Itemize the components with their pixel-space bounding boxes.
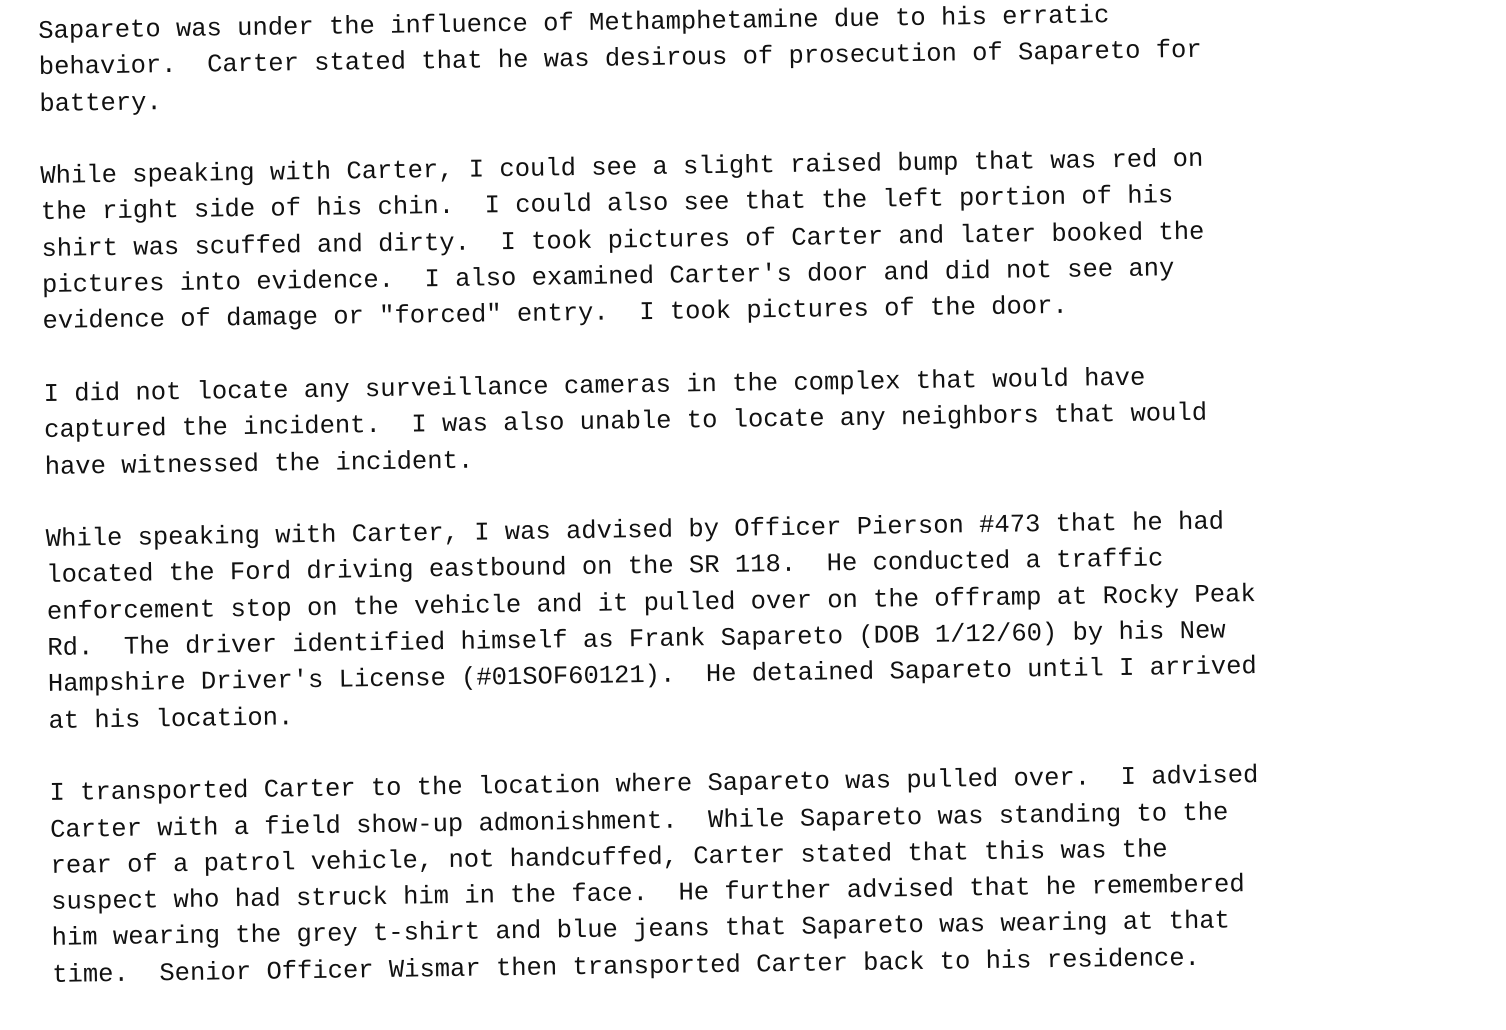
text-line: him wearing the grey t-shirt and blue jeans that Sapareto was wearing at that (51, 906, 1231, 954)
text-line: enforcement stop on the vehicle and it pulled over on the offramp at Rocky Peak (46, 579, 1256, 627)
text-line: suspect who had struck him in the face. He further advised that he remembered (50, 870, 1245, 918)
text-line: While speaking with Carter, I could see a slight raised bump that was red on (40, 144, 1204, 192)
text-line: Sapareto was under the influence of Methamphetamine due to his erratic (38, 1, 1110, 46)
text-line: Rd. The driver identified himself as Frank Sapareto (DOB 1/12/60) by his New (47, 616, 1226, 663)
text-line: I did not locate any surveillance cameras in the complex that would have (43, 363, 1146, 409)
paragraph-suspect-behavior (38, 0, 1489, 123)
text-line: behavior. Carter stated that he was desirous of prosecution of Sapareto for (38, 36, 1202, 83)
text-line: evidence of damage or "forced" entry. I took pictures of the door. (42, 292, 1068, 337)
text-line: captured the incident. I was also unable to locate any neighbors that would (43, 398, 1208, 446)
text-line: rear of a patrol vehicle, not handcuffed, Carter stated that this was the (50, 835, 1168, 881)
text-line: pictures into evidence. I also examined Carter's door and did not see any (41, 254, 1175, 301)
text-line: time. Senior Officer Wismar then transported Carter back to his residence. (52, 943, 1201, 990)
text-line: shirt was scuffed and dirty. I took pictures of Carter and later booked the (41, 217, 1205, 264)
paragraph-show-up (49, 755, 1502, 994)
paragraph-traffic-stop (46, 501, 1499, 740)
text-line: battery. (39, 87, 162, 119)
text-line: have witnessed the incident. (44, 446, 474, 482)
text-line: at his location. (48, 702, 294, 736)
text-line: Carter with a field show-up admonishment. While Sapareto was standing to the (49, 797, 1229, 845)
text-line: While speaking with Carter, I was advised by Officer Pierson #473 that he had (45, 507, 1225, 555)
text-line: Hampshire Driver's License (#01SOF60121). He detained Sapareto until I arrived (47, 652, 1257, 700)
paragraph-victim-injuries (40, 138, 1493, 341)
text-line: located the Ford driving eastbound on the SR 118. He conducted a traffic (46, 544, 1164, 591)
text-line: I transported Carter to the location where Sapareto was pulled over. I advised (49, 761, 1259, 809)
text-line: the right side of his chin. I could also see that the left portion of his (40, 181, 1174, 228)
report-page (38, 0, 1503, 1030)
paragraph-canvass (43, 355, 1494, 485)
